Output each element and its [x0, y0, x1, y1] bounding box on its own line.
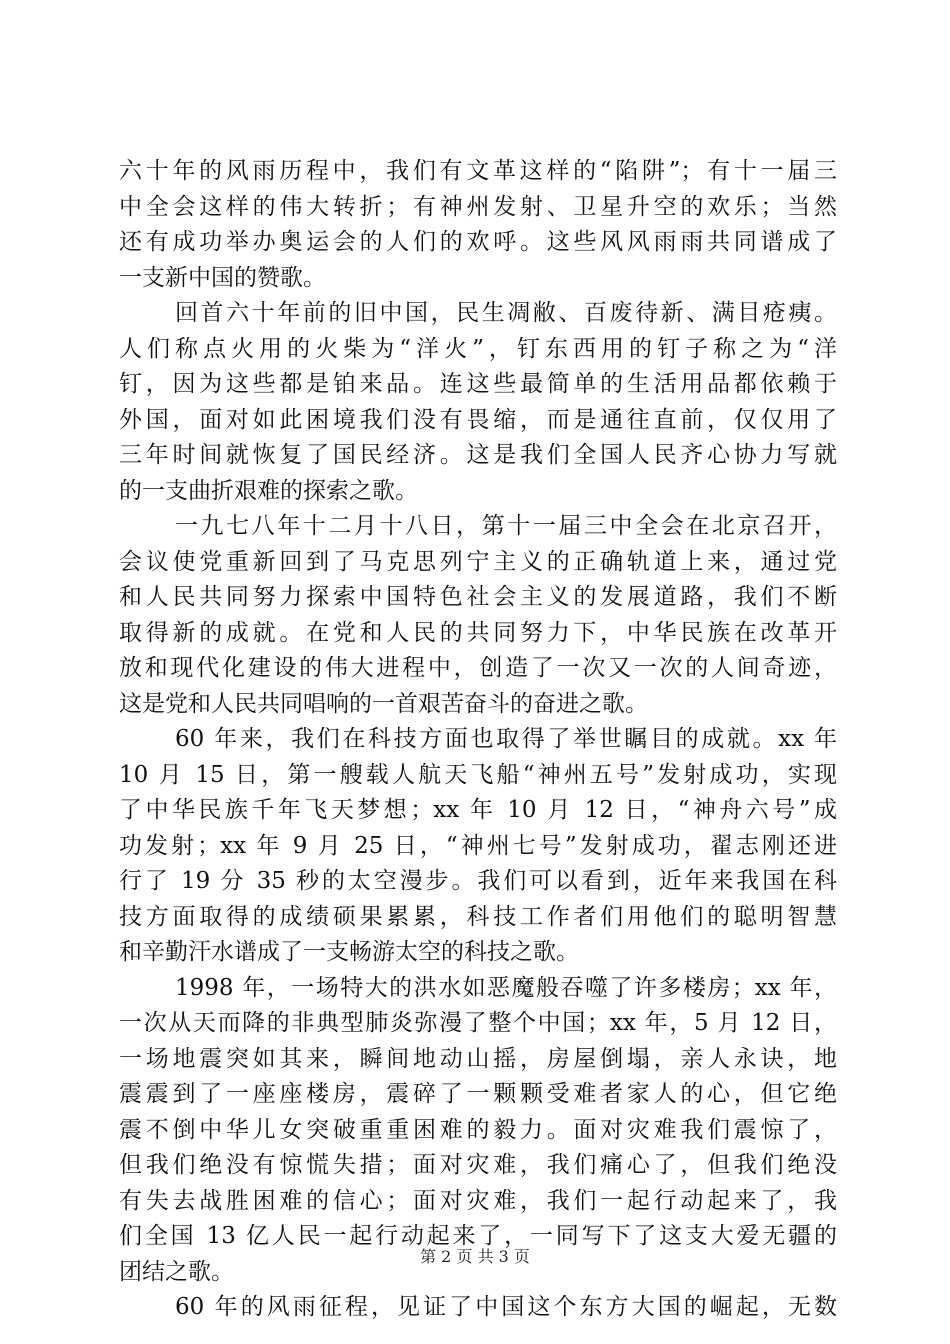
text-line: 的一支曲折艰难的探索之歌。	[119, 477, 418, 504]
text-line: 这是党和人民共同唱响的一首艰苦奋斗的奋进之歌。	[119, 690, 648, 717]
text-line: 会议使党重新回到了马克思列宁主义的正确轨道上来，通过党	[119, 548, 837, 575]
text-line: 还有成功举办奥运会的人们的欢呼。这些风风雨雨共同谱成了	[119, 229, 837, 255]
text-line: 震震到了一座座楼房，震碎了一颗颗受难者家人的心，但它绝	[119, 1081, 837, 1107]
text-line: 放和现代化建设的伟大进程中，创造了一次又一次的人间奇迹，	[119, 655, 837, 681]
text-line: 团结之歌。	[119, 1258, 234, 1285]
text-line: 一场地震突如其来，瞬间地动山摇，房屋倒塌，亲人永诀，地	[119, 1045, 837, 1072]
text-line: 人们称点火用的火柴为“洋火”，钉东西用的钉子称之为“洋	[119, 335, 837, 362]
text-line: 10 月 15 日，第一艘载人航天飞船“神州五号”发射成功，实现	[119, 761, 837, 788]
text-line: 功发射；xx 年 9 月 25 日，“神州七号”发射成功，翟志刚还进	[119, 832, 837, 859]
text-line: 回首六十年前的旧中国，民生凋敝、百废待新、满目疮痍。	[175, 300, 837, 326]
text-line: 震不倒中华儿女突破重重困难的毅力。面对灾难我们震惊了，	[119, 1116, 837, 1143]
text-line: 中全会这样的伟大转折；有神州发射、卫星升空的欢乐；当然	[119, 193, 837, 220]
text-line: 一次从天而降的非典型肺炎弥漫了整个中国；xx 年，5 月 12 日，	[119, 1010, 837, 1036]
text-line: 了中华民族千年飞天梦想；xx 年 10 月 12 日，“神舟六号”成	[119, 797, 837, 823]
text-line: 外国，面对如此困境我们没有畏缩，而是通往直前，仅仅用了	[119, 406, 837, 433]
page-number-footer: 第 2 页 共 3 页	[420, 1247, 530, 1266]
body-text	[119, 154, 837, 1326]
text-line: 技方面取得的成绩硕果累累，科技工作者们用他们的聪明智慧	[119, 903, 837, 930]
text-line: 取得新的成就。在党和人民的共同努力下，中华民族在改革开	[119, 619, 837, 646]
text-line: 三年时间就恢复了国民经济。这是我们全国人民齐心协力写就	[119, 442, 837, 468]
text-line: 一九七八年十二月十八日，第十一届三中全会在北京召开，	[175, 513, 837, 539]
text-line: 行了 19 分 35 秒的太空漫步。我们可以看到，近年来我国在科	[119, 868, 837, 894]
text-line: 六十年的风雨历程中，我们有文革这样的“陷阱”；有十一届三	[119, 158, 837, 184]
text-line: 钉，因为这些都是铂来品。连这些最简单的生活用品都依赖于	[119, 371, 837, 397]
text-line: 和人民共同努力探索中国特色社会主义的发展道路，我们不断	[119, 584, 837, 610]
text-line: 们全国 13 亿人民一起行动起来了，一同写下了这支大爱无疆的	[119, 1223, 837, 1249]
text-line: 1998 年，一场特大的洪水如恶魔般吞噬了许多楼房；xx 年，	[175, 974, 837, 1001]
text-line: 60 年的风雨征程，见证了中国这个东方大国的崛起，无数	[175, 1294, 837, 1320]
text-line: 有失去战胜困难的信心；面对灾难，我们一起行动起来了，我	[119, 1187, 837, 1214]
text-line: 和辛勤汗水谱成了一支畅游太空的科技之歌。	[119, 939, 579, 965]
text-line: 60 年来，我们在科技方面也取得了举世瞩目的成就。xx 年	[175, 726, 837, 752]
text-line: 一支新中国的赞歌。	[119, 264, 326, 291]
text-line: 但我们绝没有惊慌失措；面对灾难，我们痛心了，但我们绝没	[119, 1152, 837, 1178]
